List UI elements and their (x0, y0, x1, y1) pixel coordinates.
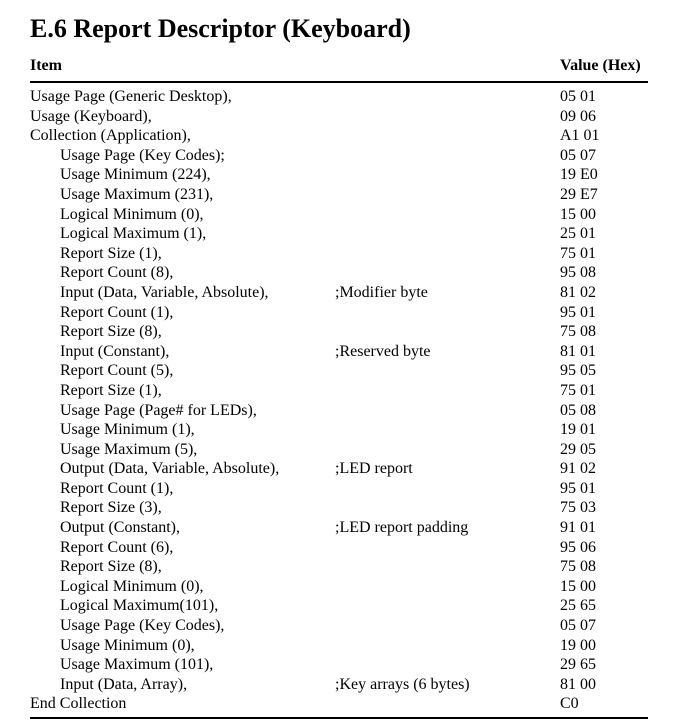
row-item-label: Collection (Application), (30, 127, 191, 145)
row-value-hex: 95 01 (560, 303, 596, 321)
table-row (30, 616, 648, 636)
row-item-label: Report Size (8), (60, 558, 162, 576)
row-value-hex: 91 01 (560, 519, 596, 537)
row-item-label: Usage Page (Key Codes), (60, 617, 225, 635)
row-comment: ;Key arrays (6 bytes) (335, 675, 470, 693)
row-item-label: End Collection (30, 695, 127, 713)
row-item-label: Logical Minimum (0), (60, 205, 204, 223)
table-row (30, 322, 648, 342)
row-value-hex: 05 07 (560, 617, 596, 635)
header-value-hex: Value (Hex) (560, 57, 641, 74)
table-header-row (30, 56, 648, 83)
table-row (30, 596, 648, 616)
row-comment: ;LED report (335, 460, 413, 478)
table-row (30, 459, 648, 479)
row-item-label: Usage Maximum (5), (60, 440, 198, 458)
table-row (30, 283, 648, 303)
row-value-hex: 81 01 (560, 342, 596, 360)
row-value-hex: 05 07 (560, 146, 596, 164)
row-value-hex: 95 01 (560, 479, 596, 497)
table-body (30, 83, 648, 714)
table-row (30, 361, 648, 381)
table-row (30, 675, 648, 695)
section-title: E.6 Report Descriptor (Keyboard) (30, 14, 411, 43)
row-item-label: Input (Data, Array), (60, 675, 188, 693)
row-item-label: Usage Maximum (101), (60, 656, 214, 674)
row-item-label: Logical Minimum (0), (60, 577, 204, 595)
row-value-hex: 19 E0 (560, 166, 598, 184)
row-value-hex: 25 65 (560, 597, 596, 615)
row-value-hex: 75 01 (560, 244, 596, 262)
row-value-hex: 29 65 (560, 656, 596, 674)
table-row (30, 577, 648, 597)
row-value-hex: 19 01 (560, 421, 596, 439)
row-value-hex: 29 E7 (560, 185, 598, 203)
row-value-hex: 81 00 (560, 675, 596, 693)
row-value-hex: 25 01 (560, 225, 596, 243)
row-item-label: Logical Maximum (1), (60, 225, 207, 243)
row-item-label: Usage Minimum (0), (60, 636, 195, 654)
row-item-label: Usage (Keyboard), (30, 107, 152, 125)
table-row (30, 224, 648, 244)
header-item: Item (30, 57, 62, 74)
table-row (30, 538, 648, 558)
row-item-label: Report Count (6), (60, 538, 174, 556)
row-item-label: Usage Page (Key Codes); (60, 146, 225, 164)
row-value-hex: 81 02 (560, 283, 596, 301)
table-row (30, 205, 648, 225)
row-item-label: Usage Page (Generic Desktop), (30, 88, 232, 105)
row-item-label: Output (Constant), (60, 519, 180, 537)
row-value-hex: A1 01 (560, 127, 600, 145)
table-row (30, 263, 648, 283)
table-row (30, 557, 648, 577)
table-row (30, 303, 648, 323)
row-item-label: Report Count (1), (60, 303, 174, 321)
row-item-label: Input (Constant), (60, 342, 170, 360)
table-row (30, 146, 648, 166)
table-row (30, 165, 648, 185)
table-row (30, 518, 648, 538)
row-item-label: Report Count (8), (60, 264, 174, 282)
table-row (30, 401, 648, 421)
row-value-hex: 95 08 (560, 264, 596, 282)
table-row (30, 498, 648, 518)
row-item-label: Usage Minimum (224), (60, 166, 211, 184)
row-value-hex: 19 00 (560, 636, 596, 654)
row-item-label: Report Size (1), (60, 244, 162, 262)
table-row (30, 479, 648, 499)
row-value-hex: 75 08 (560, 558, 596, 576)
row-value-hex: 75 01 (560, 381, 596, 399)
row-item-label: Report Size (8), (60, 323, 162, 341)
table-row (30, 420, 648, 440)
table-row (30, 440, 648, 460)
table-row (30, 87, 648, 107)
row-value-hex: 05 01 (560, 88, 596, 105)
row-item-label: Usage Page (Page# for LEDs), (60, 401, 257, 419)
row-item-label: Output (Data, Variable, Absolute), (60, 460, 280, 478)
row-item-label: Report Count (5), (60, 362, 174, 380)
row-value-hex: 15 00 (560, 205, 596, 223)
row-item-label: Report Count (1), (60, 479, 174, 497)
row-value-hex: C0 (560, 695, 579, 713)
row-item-label: Usage Minimum (1), (60, 421, 195, 439)
table-row (30, 185, 648, 205)
table-row (30, 381, 648, 401)
row-value-hex: 15 00 (560, 577, 596, 595)
row-value-hex: 75 03 (560, 499, 596, 517)
row-item-label: Report Size (3), (60, 499, 162, 517)
row-item-label: Report Size (1), (60, 381, 162, 399)
table-row (30, 342, 648, 362)
row-value-hex: 05 08 (560, 401, 596, 419)
row-comment: ;Modifier byte (335, 283, 428, 301)
row-item-label: Input (Data, Variable, Absolute), (60, 283, 269, 301)
row-item-label: Usage Maximum (231), (60, 185, 214, 203)
row-comment: ;LED report padding (335, 519, 469, 537)
row-value-hex: 95 06 (560, 538, 596, 556)
descriptor-table (30, 56, 648, 719)
table-row (30, 244, 648, 264)
row-value-hex: 95 05 (560, 362, 596, 380)
table-row (30, 126, 648, 146)
table-row (30, 107, 648, 127)
table-row (30, 636, 648, 656)
row-item-label: Logical Maximum(101), (60, 597, 219, 615)
row-value-hex: 91 02 (560, 460, 596, 478)
table-row (30, 655, 648, 675)
row-value-hex: 75 08 (560, 323, 596, 341)
row-value-hex: 29 05 (560, 440, 596, 458)
row-comment: ;Reserved byte (335, 342, 431, 360)
table-row (30, 694, 648, 714)
row-value-hex: 09 06 (560, 107, 596, 125)
